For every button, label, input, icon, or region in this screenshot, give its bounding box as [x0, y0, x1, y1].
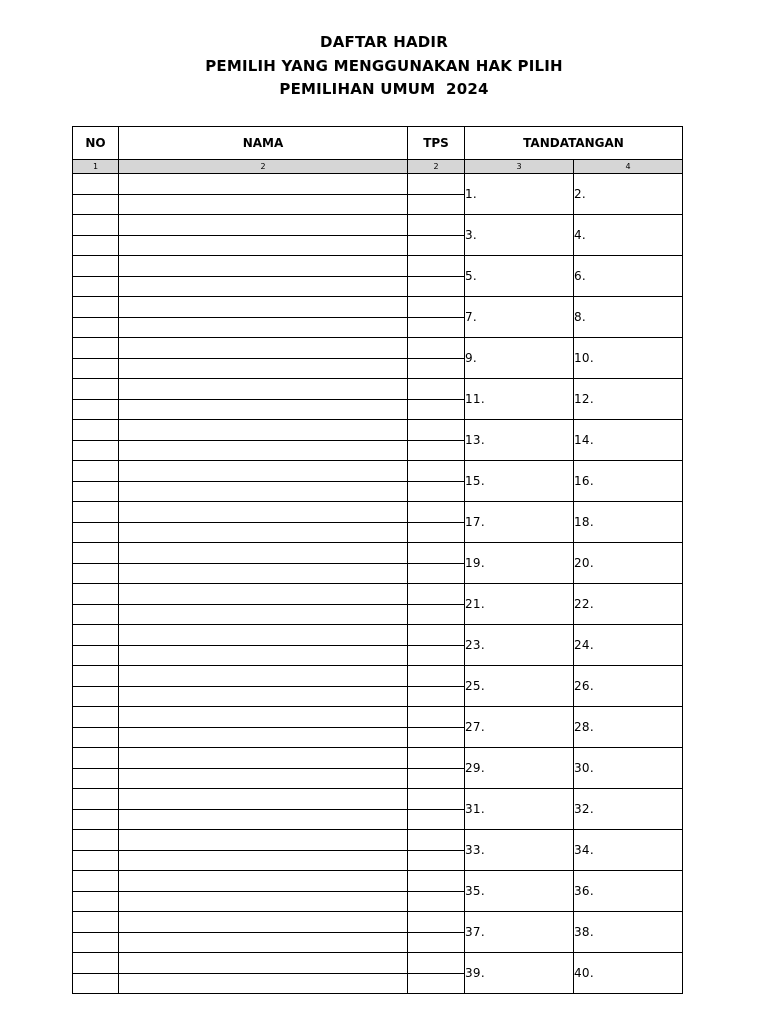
no-cell[interactable]	[73, 440, 119, 461]
tps-cell[interactable]	[408, 543, 465, 564]
signature-cell[interactable]: 9.	[465, 338, 574, 379]
no-cell[interactable]	[73, 297, 119, 318]
tps-cell[interactable]	[408, 932, 465, 953]
column-header-tandatangan: TANDATANGAN	[465, 127, 683, 160]
no-cell[interactable]	[73, 563, 119, 584]
signature-cell[interactable]: 32.	[574, 789, 683, 830]
no-cell[interactable]	[73, 379, 119, 400]
nama-cell[interactable]	[119, 686, 408, 707]
tps-cell[interactable]	[408, 481, 465, 502]
column-number: 4	[574, 160, 683, 174]
tps-cell[interactable]	[408, 563, 465, 584]
column-header-no: NO	[73, 127, 119, 160]
no-cell[interactable]	[73, 707, 119, 728]
no-cell[interactable]	[73, 604, 119, 625]
signature-cell[interactable]: 36.	[574, 871, 683, 912]
table-row	[73, 502, 683, 523]
tps-cell[interactable]	[408, 871, 465, 892]
table-row	[73, 256, 683, 277]
tps-cell[interactable]	[408, 748, 465, 769]
tps-cell[interactable]	[408, 891, 465, 912]
signature-cell[interactable]: 5.	[465, 256, 574, 297]
signature-cell[interactable]: 8.	[574, 297, 683, 338]
signature-cell[interactable]: 35.	[465, 871, 574, 912]
signature-cell[interactable]: 22.	[574, 584, 683, 625]
signature-cell[interactable]: 25.	[465, 666, 574, 707]
table-row	[73, 215, 683, 236]
no-cell[interactable]	[73, 215, 119, 236]
nama-cell[interactable]	[119, 789, 408, 810]
tps-cell[interactable]	[408, 912, 465, 933]
no-cell[interactable]	[73, 358, 119, 379]
no-cell[interactable]	[73, 625, 119, 646]
signature-cell[interactable]: 33.	[465, 830, 574, 871]
table-row	[73, 748, 683, 769]
no-cell[interactable]	[73, 973, 119, 994]
nama-cell[interactable]	[119, 645, 408, 666]
tps-cell[interactable]	[408, 276, 465, 297]
signature-cell[interactable]: 12.	[574, 379, 683, 420]
tps-cell[interactable]	[408, 522, 465, 543]
no-cell[interactable]	[73, 768, 119, 789]
signature-cell[interactable]: 23.	[465, 625, 574, 666]
signature-cell[interactable]: 40.	[574, 953, 683, 994]
nama-cell[interactable]	[119, 584, 408, 605]
signature-cell[interactable]: 31.	[465, 789, 574, 830]
tps-cell[interactable]	[408, 194, 465, 215]
nama-cell[interactable]	[119, 891, 408, 912]
no-cell[interactable]	[73, 256, 119, 277]
no-cell[interactable]	[73, 194, 119, 215]
no-cell[interactable]	[73, 174, 119, 195]
no-cell[interactable]	[73, 502, 119, 523]
no-cell[interactable]	[73, 276, 119, 297]
column-header-tps: TPS	[408, 127, 465, 160]
nama-cell[interactable]	[119, 358, 408, 379]
tps-cell[interactable]	[408, 768, 465, 789]
no-cell[interactable]	[73, 481, 119, 502]
nama-cell[interactable]	[119, 256, 408, 277]
nama-cell[interactable]	[119, 768, 408, 789]
signature-cell[interactable]: 4.	[574, 215, 683, 256]
signature-cell[interactable]: 14.	[574, 420, 683, 461]
nama-cell[interactable]	[119, 871, 408, 892]
nama-cell[interactable]	[119, 297, 408, 318]
nama-cell[interactable]	[119, 174, 408, 195]
table-row	[73, 338, 683, 359]
table-row	[73, 461, 683, 482]
table-row	[73, 174, 683, 195]
no-cell[interactable]	[73, 522, 119, 543]
nama-cell[interactable]	[119, 748, 408, 769]
column-number: 2	[408, 160, 465, 174]
nama-cell[interactable]	[119, 461, 408, 482]
nama-cell[interactable]	[119, 235, 408, 256]
no-cell[interactable]	[73, 584, 119, 605]
no-cell[interactable]	[73, 666, 119, 687]
signature-cell[interactable]: 17.	[465, 502, 574, 543]
no-cell[interactable]	[73, 686, 119, 707]
nama-cell[interactable]	[119, 563, 408, 584]
nama-cell[interactable]	[119, 399, 408, 420]
nama-cell[interactable]	[119, 809, 408, 830]
nama-cell[interactable]	[119, 522, 408, 543]
column-number: 2	[119, 160, 408, 174]
column-header-nama: NAMA	[119, 127, 408, 160]
column-number: 1	[73, 160, 119, 174]
signature-cell[interactable]: 29.	[465, 748, 574, 789]
table-row	[73, 420, 683, 441]
nama-cell[interactable]	[119, 727, 408, 748]
tps-cell[interactable]	[408, 502, 465, 523]
signature-cell[interactable]: 11.	[465, 379, 574, 420]
no-cell[interactable]	[73, 645, 119, 666]
tps-cell[interactable]	[408, 461, 465, 482]
tps-cell[interactable]	[408, 789, 465, 810]
no-cell[interactable]	[73, 809, 119, 830]
no-cell[interactable]	[73, 461, 119, 482]
no-cell[interactable]	[73, 891, 119, 912]
signature-cell[interactable]: 28.	[574, 707, 683, 748]
signature-cell[interactable]: 20.	[574, 543, 683, 584]
nama-cell[interactable]	[119, 317, 408, 338]
no-cell[interactable]	[73, 748, 119, 769]
signature-cell[interactable]: 24.	[574, 625, 683, 666]
title-line-2: PEMILIH YANG MENGGUNAKAN HAK PILIH	[205, 56, 563, 75]
nama-cell[interactable]	[119, 440, 408, 461]
no-cell[interactable]	[73, 235, 119, 256]
nama-cell[interactable]	[119, 215, 408, 236]
nama-cell[interactable]	[119, 604, 408, 625]
nama-cell[interactable]	[119, 481, 408, 502]
no-cell[interactable]	[73, 338, 119, 359]
nama-cell[interactable]	[119, 912, 408, 933]
table-row	[73, 789, 683, 810]
column-number-row	[73, 160, 683, 174]
tps-cell[interactable]	[408, 297, 465, 318]
no-cell[interactable]	[73, 789, 119, 810]
signature-cell[interactable]: 3.	[465, 215, 574, 256]
table-row	[73, 625, 683, 646]
tps-cell[interactable]	[408, 645, 465, 666]
table-row	[73, 666, 683, 687]
signature-cell[interactable]: 1.	[465, 174, 574, 215]
table-row	[73, 379, 683, 400]
table-row	[73, 871, 683, 892]
no-cell[interactable]	[73, 543, 119, 564]
signature-cell[interactable]: 10.	[574, 338, 683, 379]
table-row	[73, 912, 683, 933]
signature-cell[interactable]: 39.	[465, 953, 574, 994]
tps-cell[interactable]	[408, 809, 465, 830]
tps-cell[interactable]	[408, 235, 465, 256]
tps-cell[interactable]	[408, 830, 465, 851]
table-row	[73, 953, 683, 974]
tps-cell[interactable]	[408, 317, 465, 338]
signature-cell[interactable]: 6.	[574, 256, 683, 297]
table-row	[73, 297, 683, 318]
nama-cell[interactable]	[119, 420, 408, 441]
no-cell[interactable]	[73, 871, 119, 892]
signature-cell[interactable]: 26.	[574, 666, 683, 707]
nama-cell[interactable]	[119, 666, 408, 687]
nama-cell[interactable]	[119, 830, 408, 851]
column-number: 3	[465, 160, 574, 174]
nama-cell[interactable]	[119, 379, 408, 400]
tps-cell[interactable]	[408, 707, 465, 728]
signature-cell[interactable]: 13.	[465, 420, 574, 461]
tps-cell[interactable]	[408, 625, 465, 646]
nama-cell[interactable]	[119, 543, 408, 564]
title-line-1: DAFTAR HADIR	[320, 33, 448, 51]
signature-cell[interactable]: 21.	[465, 584, 574, 625]
signature-cell[interactable]: 2.	[574, 174, 683, 215]
signature-cell[interactable]: 7.	[465, 297, 574, 338]
tps-cell[interactable]	[408, 358, 465, 379]
nama-cell[interactable]	[119, 338, 408, 359]
tps-cell[interactable]	[408, 727, 465, 748]
no-cell[interactable]	[73, 953, 119, 974]
signature-cell[interactable]: 34.	[574, 830, 683, 871]
no-cell[interactable]	[73, 850, 119, 871]
table-row	[73, 584, 683, 605]
signature-cell[interactable]: 37.	[465, 912, 574, 953]
tps-cell[interactable]	[408, 338, 465, 359]
no-cell[interactable]	[73, 912, 119, 933]
no-cell[interactable]	[73, 932, 119, 953]
tps-cell[interactable]	[408, 215, 465, 236]
nama-cell[interactable]	[119, 625, 408, 646]
signature-cell[interactable]: 38.	[574, 912, 683, 953]
tps-cell[interactable]	[408, 440, 465, 461]
tps-cell[interactable]	[408, 379, 465, 400]
signature-cell[interactable]: 16.	[574, 461, 683, 502]
tps-cell[interactable]	[408, 584, 465, 605]
tps-cell[interactable]	[408, 686, 465, 707]
signature-cell[interactable]: 18.	[574, 502, 683, 543]
signature-cell[interactable]: 15.	[465, 461, 574, 502]
tps-cell[interactable]	[408, 666, 465, 687]
tps-cell[interactable]	[408, 604, 465, 625]
tps-cell[interactable]	[408, 420, 465, 441]
signature-cell[interactable]: 19.	[465, 543, 574, 584]
title-line-3: PEMILIHAN UMUM 2024	[279, 80, 489, 98]
nama-cell[interactable]	[119, 953, 408, 974]
signature-cell[interactable]: 27.	[465, 707, 574, 748]
nama-cell[interactable]	[119, 276, 408, 297]
tps-cell[interactable]	[408, 973, 465, 994]
signature-cell[interactable]: 30.	[574, 748, 683, 789]
tps-cell[interactable]	[408, 399, 465, 420]
tps-cell[interactable]	[408, 953, 465, 974]
no-cell[interactable]	[73, 317, 119, 338]
tps-cell[interactable]	[408, 256, 465, 277]
no-cell[interactable]	[73, 420, 119, 441]
nama-cell[interactable]	[119, 707, 408, 728]
no-cell[interactable]	[73, 727, 119, 748]
tps-cell[interactable]	[408, 174, 465, 195]
document-title	[0, 31, 768, 102]
no-cell[interactable]	[73, 830, 119, 851]
nama-cell[interactable]	[119, 194, 408, 215]
nama-cell[interactable]	[119, 502, 408, 523]
attendance-table	[72, 126, 683, 994]
nama-cell[interactable]	[119, 973, 408, 994]
table-row	[73, 707, 683, 728]
header-row	[73, 127, 683, 160]
tps-cell[interactable]	[408, 850, 465, 871]
table-row	[73, 830, 683, 851]
table-row	[73, 543, 683, 564]
nama-cell[interactable]	[119, 932, 408, 953]
nama-cell[interactable]	[119, 850, 408, 871]
no-cell[interactable]	[73, 399, 119, 420]
